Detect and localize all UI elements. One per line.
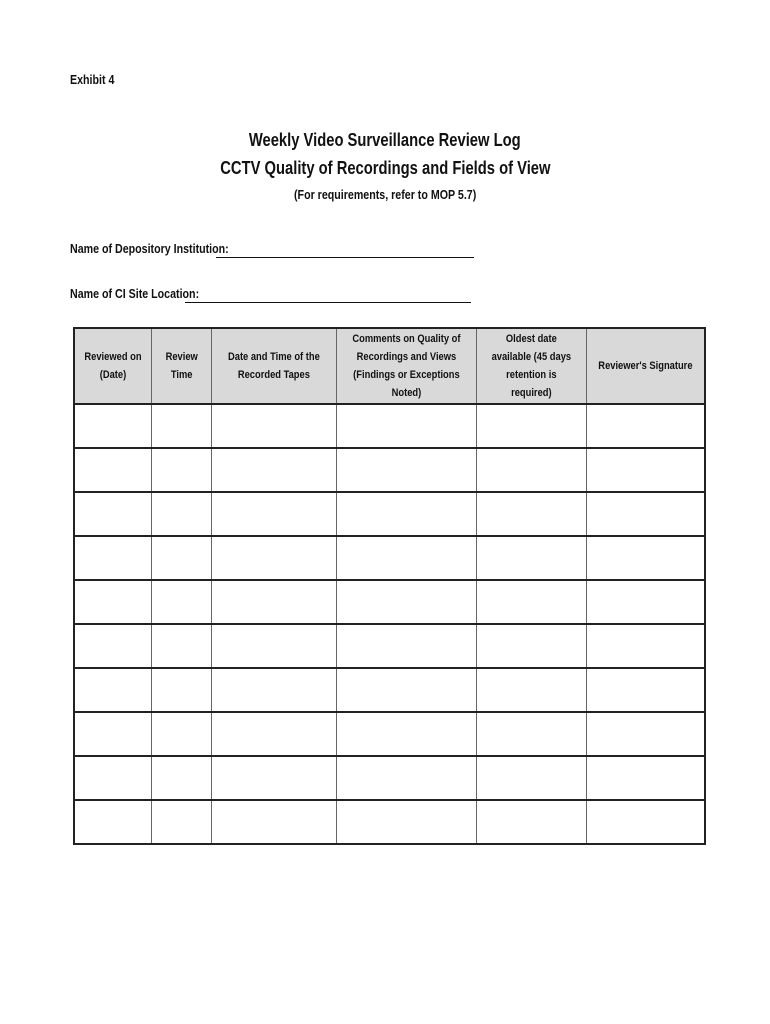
- table-row: [74, 668, 705, 712]
- cell-comments[interactable]: [337, 624, 477, 668]
- cell-signature[interactable]: [586, 492, 705, 536]
- cell-comments[interactable]: [337, 756, 477, 800]
- cell-comments[interactable]: [337, 800, 477, 844]
- table-row: [74, 580, 705, 624]
- depository-field-row: [70, 241, 264, 256]
- cell-signature[interactable]: [586, 404, 705, 448]
- cell-comments[interactable]: [337, 668, 477, 712]
- cell-recorded-tapes[interactable]: [212, 668, 337, 712]
- cell-oldest-date[interactable]: [477, 448, 587, 492]
- table-row: [74, 536, 705, 580]
- cell-reviewed-on[interactable]: [74, 492, 151, 536]
- cell-recorded-tapes[interactable]: [212, 756, 337, 800]
- header-oldest-date-text: Oldest date available (45 days retention is required): [491, 333, 572, 399]
- cell-comments[interactable]: [337, 448, 477, 492]
- cell-review-time[interactable]: [151, 624, 211, 668]
- cell-review-time[interactable]: [151, 536, 211, 580]
- cell-signature[interactable]: [586, 536, 705, 580]
- cell-reviewed-on[interactable]: [74, 624, 151, 668]
- cell-review-time[interactable]: [151, 668, 211, 712]
- log-subtitle-text: CCTV Quality of Recordings and Fields of View: [219, 158, 551, 178]
- header-recorded-tapes-text: Date and Time of the Recorded Tapes: [228, 351, 321, 381]
- header-signature-text: Reviewer's Signature: [598, 360, 693, 372]
- cell-reviewed-on[interactable]: [74, 536, 151, 580]
- cell-comments[interactable]: [337, 492, 477, 536]
- header-comments-text: Comments on Quality of Recordings and Views (Findings or Exceptions Noted): [352, 333, 461, 399]
- depository-input-line[interactable]: [216, 257, 474, 258]
- cell-signature[interactable]: [586, 712, 705, 756]
- depository-label: Name of Depository Institution:: [70, 241, 229, 256]
- table-row: [74, 492, 705, 536]
- log-subtitle: [0, 158, 770, 179]
- header-comments: [337, 328, 477, 404]
- review-log-table: [73, 327, 706, 845]
- exhibit-label: Exhibit 4: [70, 72, 115, 87]
- cell-recorded-tapes[interactable]: [212, 712, 337, 756]
- cell-reviewed-on[interactable]: [74, 756, 151, 800]
- cell-oldest-date[interactable]: [477, 668, 587, 712]
- cell-oldest-date[interactable]: [477, 712, 587, 756]
- cell-review-time[interactable]: [151, 756, 211, 800]
- cell-review-time[interactable]: [151, 712, 211, 756]
- header-signature: [586, 328, 705, 404]
- header-review-time: [151, 328, 211, 404]
- cell-review-time[interactable]: [151, 800, 211, 844]
- cell-comments[interactable]: [337, 404, 477, 448]
- header-recorded-tapes: [212, 328, 337, 404]
- cell-recorded-tapes[interactable]: [212, 448, 337, 492]
- cell-recorded-tapes[interactable]: [212, 624, 337, 668]
- cell-recorded-tapes[interactable]: [212, 580, 337, 624]
- header-reviewed-on-text: Reviewed on (Date): [84, 351, 142, 381]
- cell-oldest-date[interactable]: [477, 756, 587, 800]
- cell-review-time[interactable]: [151, 448, 211, 492]
- cell-signature[interactable]: [586, 448, 705, 492]
- site-field-row: [70, 286, 227, 301]
- cell-review-time[interactable]: [151, 492, 211, 536]
- table-row: [74, 712, 705, 756]
- cell-comments[interactable]: [337, 712, 477, 756]
- cell-review-time[interactable]: [151, 404, 211, 448]
- cell-reviewed-on[interactable]: [74, 800, 151, 844]
- table-row: [74, 624, 705, 668]
- log-title: [0, 130, 770, 151]
- cell-signature[interactable]: [586, 668, 705, 712]
- cell-review-time[interactable]: [151, 580, 211, 624]
- header-review-time-text: Review Time: [165, 351, 198, 381]
- cell-comments[interactable]: [337, 536, 477, 580]
- table-row: [74, 800, 705, 844]
- cell-recorded-tapes[interactable]: [212, 492, 337, 536]
- cell-signature[interactable]: [586, 800, 705, 844]
- cell-oldest-date[interactable]: [477, 800, 587, 844]
- header-oldest-date: [477, 328, 587, 404]
- cell-reviewed-on[interactable]: [74, 448, 151, 492]
- table-header-row: [74, 328, 705, 404]
- header-reviewed-on: [74, 328, 151, 404]
- site-input-line[interactable]: [185, 302, 471, 303]
- requirements-note: [0, 187, 770, 202]
- cell-signature[interactable]: [586, 580, 705, 624]
- table-row: [74, 404, 705, 448]
- requirements-note-text: (For requirements, refer to MOP 5.7): [293, 187, 477, 202]
- cell-reviewed-on[interactable]: [74, 404, 151, 448]
- cell-signature[interactable]: [586, 624, 705, 668]
- cell-reviewed-on[interactable]: [74, 712, 151, 756]
- cell-recorded-tapes[interactable]: [212, 800, 337, 844]
- cell-signature[interactable]: [586, 756, 705, 800]
- cell-comments[interactable]: [337, 580, 477, 624]
- cell-recorded-tapes[interactable]: [212, 536, 337, 580]
- cell-oldest-date[interactable]: [477, 580, 587, 624]
- table-row: [74, 448, 705, 492]
- table-row: [74, 756, 705, 800]
- site-label: Name of CI Site Location:: [70, 286, 200, 301]
- cell-reviewed-on[interactable]: [74, 580, 151, 624]
- cell-oldest-date[interactable]: [477, 492, 587, 536]
- log-title-text: Weekly Video Surveillance Review Log: [249, 130, 521, 150]
- cell-oldest-date[interactable]: [477, 536, 587, 580]
- cell-oldest-date[interactable]: [477, 624, 587, 668]
- table-body: [74, 404, 705, 844]
- cell-oldest-date[interactable]: [477, 404, 587, 448]
- cell-recorded-tapes[interactable]: [212, 404, 337, 448]
- cell-reviewed-on[interactable]: [74, 668, 151, 712]
